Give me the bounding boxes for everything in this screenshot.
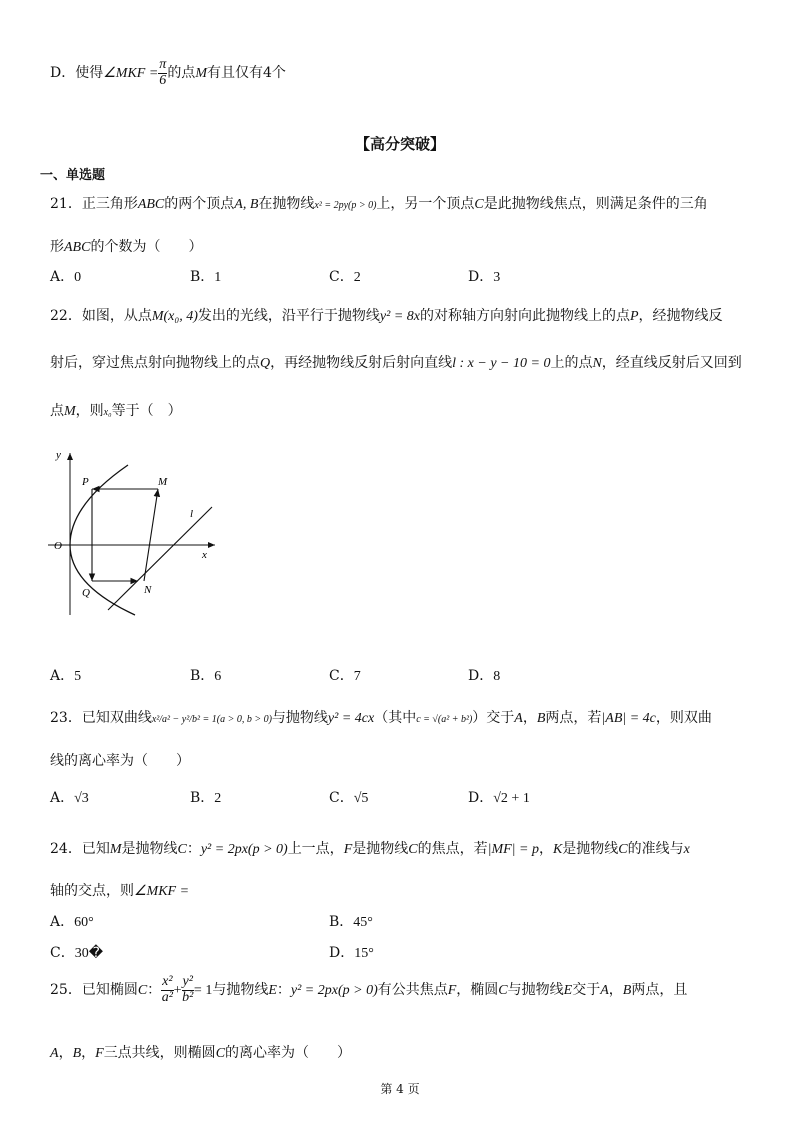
math: B	[536, 711, 546, 726]
text: 是此抛物线焦点，则满足条件的三角	[483, 196, 708, 212]
option-label: C．	[329, 790, 354, 806]
math: M	[195, 66, 207, 82]
math: Q	[260, 356, 271, 371]
option-label: B．	[190, 790, 215, 806]
question-21	[50, 193, 708, 213]
option-value: √2 + 1	[493, 791, 530, 806]
option-label: A．	[50, 269, 75, 285]
math: M	[64, 404, 76, 419]
question-22-line3	[50, 400, 182, 420]
q21-option-a[interactable]	[50, 266, 81, 286]
label-l: l	[190, 508, 194, 520]
math: y² = 8x	[379, 309, 420, 324]
text: 的点	[167, 65, 196, 82]
math: +	[173, 983, 182, 999]
q21-option-c[interactable]	[329, 266, 361, 286]
math: A	[600, 983, 609, 999]
q24-option-d[interactable]	[329, 942, 374, 962]
q23-option-d[interactable]	[468, 787, 530, 807]
question-21-line2	[50, 236, 202, 256]
text: 上，另一个顶点	[376, 196, 475, 212]
option-value: 2	[214, 791, 222, 806]
fraction-num: y²	[182, 974, 193, 989]
math: B	[72, 1046, 82, 1061]
option-value: √3	[74, 791, 89, 806]
math: F	[343, 842, 353, 857]
option-value: 0	[74, 270, 82, 285]
section-title: 【高分突破】	[354, 135, 445, 153]
q22-option-a[interactable]	[50, 665, 81, 685]
text: 已知双曲线	[81, 710, 152, 726]
text: 发出的光线，沿平行于抛物线	[197, 308, 380, 324]
math: P	[629, 309, 639, 324]
math: = 1	[193, 983, 213, 999]
text: 的对称轴方向射向此抛物线上的点	[419, 308, 630, 324]
math: A, B	[234, 197, 259, 212]
text: ，则	[75, 403, 104, 419]
fraction-den: a²	[161, 989, 173, 1005]
q22-option-c[interactable]	[329, 665, 361, 685]
label-x: x	[202, 549, 207, 561]
text: 与抛物线	[271, 710, 328, 726]
text: 如图，从点	[81, 308, 152, 324]
math: |MF| = p	[487, 842, 539, 857]
question-25	[50, 975, 687, 1005]
text: ，再经抛物线反射后射向直线	[270, 355, 453, 371]
math: C	[408, 842, 418, 857]
text: ：	[276, 982, 291, 999]
option-label: D．	[468, 269, 494, 285]
text: ，	[81, 1045, 96, 1061]
fraction-den: b²	[182, 989, 194, 1005]
question-number: 22．	[50, 308, 82, 324]
math: K	[552, 842, 563, 857]
text: 形	[50, 239, 64, 255]
option-label: D．	[468, 668, 494, 684]
text: 的焦点，若	[417, 841, 488, 857]
line-l	[108, 507, 212, 610]
text: ，	[58, 1045, 73, 1061]
label-m: M	[158, 476, 168, 488]
math: y² = 2px(p > 0)	[200, 842, 288, 857]
text: 的两个顶点	[164, 196, 235, 212]
question-number: 25．	[50, 982, 82, 999]
text: 正三角形	[81, 196, 138, 212]
math: F	[95, 1046, 104, 1061]
math: y² = 2px(p > 0)	[290, 983, 378, 999]
text: ，经抛物线反	[638, 308, 723, 324]
math: F	[447, 983, 457, 999]
parabola-figure	[40, 445, 225, 625]
prev-option-d	[50, 58, 286, 88]
text: 是抛物线	[562, 841, 619, 857]
option-value: 3	[493, 270, 501, 285]
text: 有且仅有4个	[206, 65, 286, 82]
text: ）交于	[472, 710, 515, 726]
question-24	[50, 838, 690, 858]
math: C	[215, 1046, 226, 1061]
option-value: 7	[353, 669, 361, 684]
q21-option-d[interactable]	[468, 266, 500, 286]
option-label: D．	[329, 945, 355, 961]
label-n: N	[144, 584, 152, 596]
math: ∠MKF =	[103, 66, 159, 82]
question-number: 21．	[50, 196, 82, 212]
text: 射后，穿过焦点射向抛物线上的点	[50, 355, 260, 371]
text: 与抛物线	[212, 982, 269, 999]
math: E	[268, 983, 277, 999]
math: y² = 4cx	[327, 711, 375, 726]
q21-option-b[interactable]	[190, 266, 221, 286]
option-label: A．	[50, 914, 75, 930]
math: ∠MKF =	[134, 884, 190, 899]
math: c = √(a² + b²)	[416, 714, 473, 725]
fraction	[182, 975, 194, 1005]
label-q: Q	[82, 587, 90, 599]
math: |AB| = 4c	[601, 711, 656, 726]
text: ，经直线反射后又回到	[601, 355, 742, 371]
math: l : x − y − 10 = 0	[452, 356, 551, 371]
text: 等于（ ）	[111, 403, 182, 419]
text: 上的点	[550, 355, 593, 371]
option-label: C．	[329, 269, 354, 285]
fraction	[158, 58, 167, 88]
math: A	[514, 711, 523, 726]
text: 交于	[572, 982, 601, 999]
fraction-num: x²	[162, 974, 173, 989]
option-label: A．	[50, 790, 75, 806]
text: ：	[186, 841, 201, 857]
option-label: D．	[468, 790, 494, 806]
option-value: 6	[214, 669, 222, 684]
text: 的个数为（ ）	[90, 239, 203, 255]
text: 两点，若	[545, 710, 602, 726]
text: 有公共焦点	[377, 982, 448, 999]
math: ABC	[137, 197, 165, 212]
math: C	[474, 197, 484, 212]
option-value: 8	[493, 669, 501, 684]
text: （其中	[374, 710, 417, 726]
text: ，	[538, 841, 553, 857]
text: 轴的交点，则	[50, 883, 134, 899]
question-24-line2	[50, 880, 189, 900]
question-number: 23．	[50, 710, 82, 726]
fraction	[161, 975, 173, 1005]
option-value: 30�	[74, 946, 104, 961]
question-23	[50, 707, 712, 727]
text: ，椭圆	[456, 982, 499, 999]
question-number: 24．	[50, 841, 82, 857]
option-label: D．	[50, 65, 76, 82]
math: M(x₀, 4)	[151, 309, 198, 324]
q22-option-d[interactable]	[468, 665, 500, 685]
text: 是抛物线	[121, 841, 178, 857]
q24-option-c[interactable]	[50, 942, 103, 962]
math: C	[177, 842, 187, 857]
math: x	[683, 842, 690, 857]
text: 点	[50, 403, 64, 419]
option-value: 5	[74, 669, 82, 684]
label-o: O	[54, 540, 62, 552]
option-value: 60°	[74, 915, 94, 930]
text: 与抛物线	[507, 982, 564, 999]
option-label: C．	[329, 668, 354, 684]
text: 使得	[75, 65, 104, 82]
math: N	[592, 356, 602, 371]
math: E	[563, 983, 573, 999]
option-value: 2	[353, 270, 361, 285]
option-value: 15°	[354, 946, 374, 961]
q23-option-a[interactable]	[50, 787, 89, 807]
option-label: B．	[190, 668, 215, 684]
question-25-line2	[50, 1042, 351, 1062]
math: x² = 2py(p > 0)	[314, 200, 377, 211]
q22-option-b[interactable]	[190, 665, 221, 685]
text: ，	[608, 982, 623, 999]
math: ABC	[64, 240, 91, 255]
text: 上一点，	[287, 841, 344, 857]
text: 的离心率为（ ）	[225, 1045, 352, 1061]
math: C	[137, 983, 148, 999]
math: C	[618, 842, 628, 857]
fraction-num: π	[159, 57, 167, 72]
text: ：	[147, 982, 162, 999]
text: 已知	[81, 841, 110, 857]
option-value: 45°	[353, 915, 373, 930]
label-y: y	[56, 449, 61, 461]
math: M	[109, 842, 122, 857]
option-value: √5	[353, 791, 369, 806]
text: 是抛物线	[352, 841, 409, 857]
question-23-line2: 线的离心率为（ ）	[50, 753, 190, 769]
fraction-den: 6	[159, 72, 167, 88]
page-number: 第 4 页	[380, 1082, 420, 1096]
text: 的准线与	[627, 841, 684, 857]
option-label: A．	[50, 668, 75, 684]
option-value: 1	[214, 270, 222, 285]
math: A	[50, 1046, 59, 1061]
option-label: B．	[329, 914, 354, 930]
math: C	[498, 983, 508, 999]
text: ，	[522, 710, 537, 726]
section-heading: 一、单选题	[40, 168, 106, 183]
text: 已知椭圆	[81, 982, 138, 999]
text: ，则双曲	[655, 710, 712, 726]
q24-option-b[interactable]	[329, 911, 373, 931]
q23-option-c[interactable]	[329, 787, 368, 807]
label-p: P	[82, 476, 89, 488]
text: 两点，且	[631, 982, 688, 999]
option-label: B．	[190, 269, 215, 285]
option-label: C．	[50, 945, 75, 961]
question-22	[50, 305, 723, 325]
question-22-line2	[50, 352, 742, 372]
math: B	[622, 983, 632, 999]
math: x₀	[103, 407, 112, 418]
q24-option-a[interactable]	[50, 911, 94, 931]
text: 在抛物线	[258, 196, 315, 212]
math: x²/a² − y²/b² = 1(a > 0, b > 0)	[151, 714, 272, 725]
text: 三点共线，则椭圆	[103, 1045, 216, 1061]
q23-option-b[interactable]	[190, 787, 221, 807]
